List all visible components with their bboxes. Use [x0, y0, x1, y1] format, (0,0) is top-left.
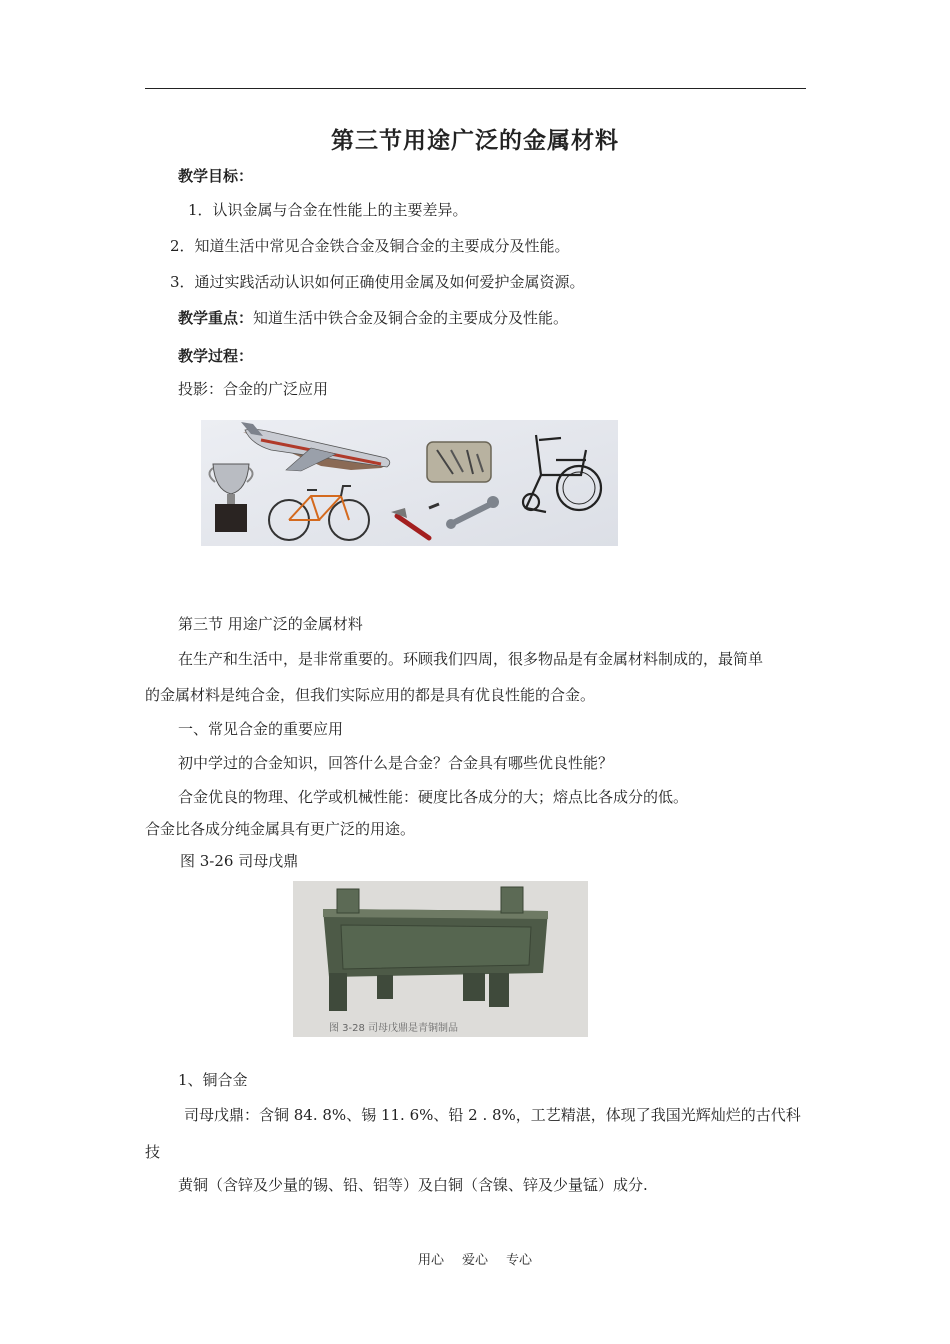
- goal-item-3: 3．通过实践活动认识如何正确使用金属及如何爱护金属资源。: [170, 273, 585, 291]
- footer-word-3: 专心: [506, 1253, 533, 1268]
- answer-line-2: 合金比各成分纯金属具有更广泛的用途。: [145, 820, 416, 838]
- goal-item-1: 1．认识金属与合金在性能上的主要差异。: [188, 201, 468, 219]
- projection-line: 投影：合金的广泛应用: [178, 380, 329, 398]
- footer-word-2: 爱心: [461, 1253, 488, 1268]
- goals-label: 教学目标：: [178, 167, 254, 185]
- page-footer: [0, 1249, 950, 1268]
- header-rule: [145, 88, 806, 89]
- alloy-applications-figure: [201, 420, 618, 546]
- heading-common-alloys: 一、常见合金的重要应用: [178, 720, 344, 738]
- paragraph-1-line-2: 的金属材料是纯合金，但我们实际应用的都是具有优良性能的合金。: [145, 686, 596, 704]
- copper-line-3: 黄铜（含锌及少量的锡、铅、铝等）及白铜（含镍、锌及少量锰）成分.: [178, 1176, 648, 1194]
- copper-alloy-heading: 1、铜合金: [178, 1071, 248, 1089]
- key-point: [178, 307, 568, 328]
- figure-label: 图 3-26 司母戊鼎: [180, 852, 299, 870]
- section-title: 第三节 用途广泛的金属材料: [178, 615, 363, 633]
- process-label: 教学过程：: [178, 347, 254, 365]
- answer-line-1: 合金优良的物理、化学或机械性能：硬度比各成分的大；熔点比各成分的低。: [178, 788, 689, 806]
- figure-caption: 图 3-28 司母戊鼎是青铜制品: [329, 1023, 459, 1034]
- copper-line-1: 司母戊鼎：含铜 84. 8%、锡 11. 6%、铅 2 . 8%，工艺精湛，体现了我国光辉灿烂的古代科: [184, 1106, 801, 1124]
- paragraph-1-line-1: 在生产和生活中，是非常重要的。环顾我们四周，很多物品是有金属材料制成的，最简单: [178, 650, 764, 668]
- goal-item-2: 2．知道生活中常见合金铁合金及铜合金的主要成分及性能。: [170, 237, 570, 255]
- tool-tray-icon: [427, 442, 491, 482]
- key-point-text: 知道生活中铁合金及铜合金的主要成分及性能。: [253, 309, 569, 327]
- footer-word-1: 用心: [417, 1253, 444, 1268]
- question-line: 初中学过的合金知识，回答什么是合金？合金具有哪些优良性能？: [178, 754, 614, 772]
- page-title: 第三节用途广泛的金属材料: [331, 128, 619, 154]
- simuwu-ding-figure: [293, 881, 588, 1037]
- key-point-label: 教学重点：: [178, 309, 254, 327]
- copper-line-2: 技: [145, 1143, 161, 1161]
